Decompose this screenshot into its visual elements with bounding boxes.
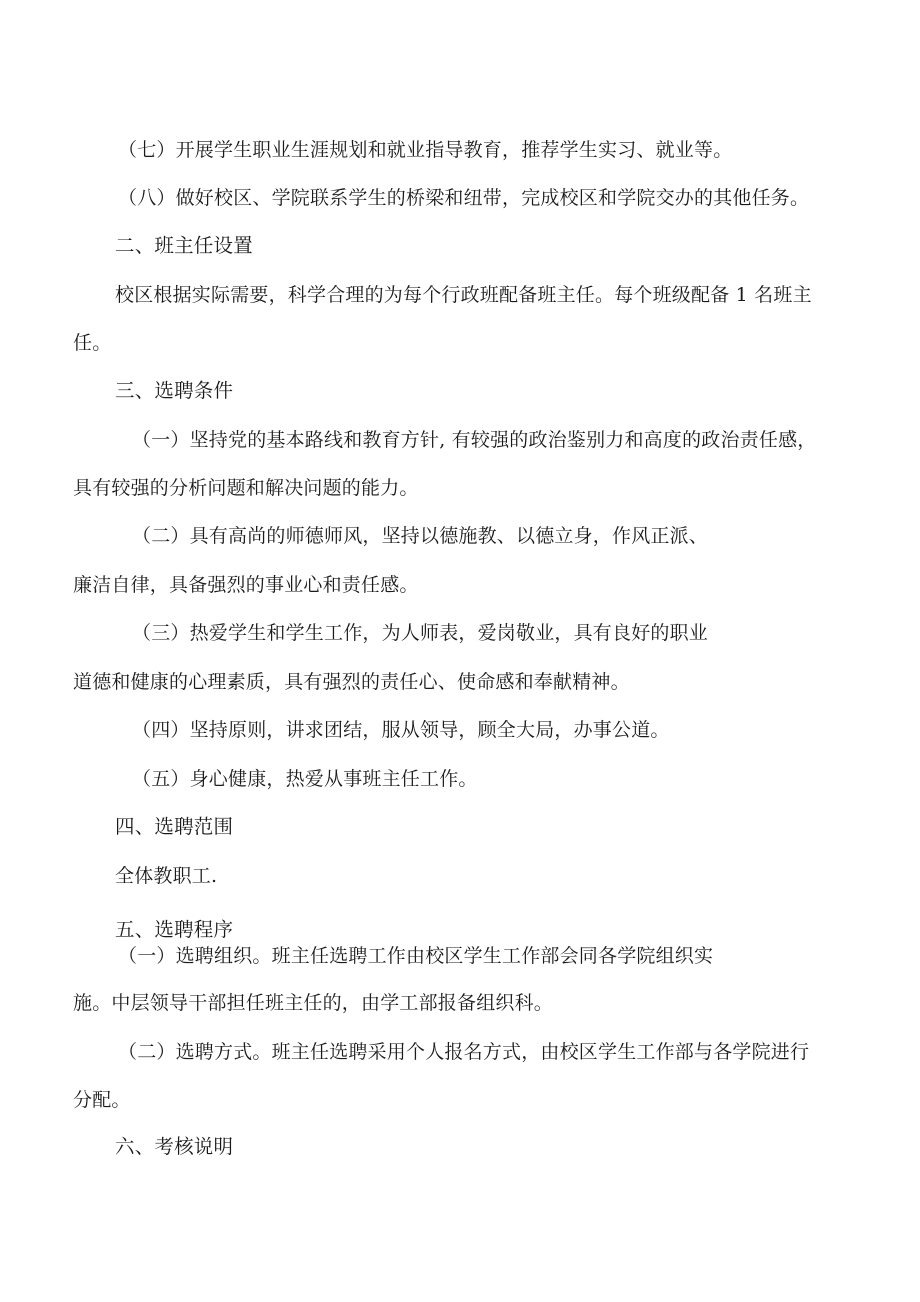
section-heading-selection-scope: 四、选聘范围: [115, 815, 234, 838]
section-heading-assessment: 六、考核说明: [115, 1135, 234, 1158]
section-heading-selection-procedure: 五、选聘程序: [115, 918, 234, 941]
setup-paragraph-line-1: 校区根据实际需要，科学合理的为每个行政班配备班主任。每个班级配备 1 名班主: [115, 284, 812, 306]
condition-2-line-1: （二）具有高尚的师德师风，坚持以德施教、以德立身，作风正派、: [132, 525, 709, 547]
procedure-1-line-1: （一）选聘组织。班主任选聘工作由校区学生工作部会同各学院组织实: [118, 945, 714, 967]
condition-2-line-2: 廉洁自律，具备强烈的事业心和责任感。: [73, 574, 419, 596]
procedure-2-line-2: 分配。: [73, 1089, 131, 1111]
section-heading-selection-conditions: 三、选聘条件: [115, 379, 234, 402]
condition-3-line-1: （三）热爱学生和学生工作，为人师表，爱岗敬业，具有良好的职业: [132, 622, 709, 644]
procedure-1-line-2: 施。中层领导干部担任班主任的，由学工部报备组织科。: [73, 992, 554, 1014]
scope-paragraph: 全体教职工.: [115, 865, 218, 887]
condition-3-line-2: 道德和健康的心理素质，具有强烈的责任心、使命感和奉献精神。: [73, 671, 630, 693]
procedure-2-line-1: （二）选聘方式。班主任选聘采用个人报名方式，由校区学生工作部与各学院进行: [118, 1041, 810, 1063]
setup-paragraph-line-2: 任。: [73, 332, 112, 354]
section-heading-class-teacher-setup: 二、班主任设置: [115, 234, 253, 257]
condition-4: （四）坚持原则，讲求团结，服从领导，顾全大局，办事公道。: [132, 719, 670, 741]
condition-5: （五）身心健康，热爱从事班主任工作。: [132, 768, 478, 790]
duty-item-8: （八）做好校区、学院联系学生的桥梁和纽带，完成校区和学院交办的其他任务。: [118, 187, 810, 209]
duty-item-7: （七）开展学生职业生涯规划和就业指导教育，推荐学生实习、就业等。: [118, 139, 733, 161]
condition-1-line-1: （一）坚持党的基本路线和教育方针, 有较强的政治鉴别力和高度的政治责任感，: [132, 429, 817, 451]
condition-1-line-2: 具有较强的分析问题和解决问题的能力。: [73, 477, 419, 499]
